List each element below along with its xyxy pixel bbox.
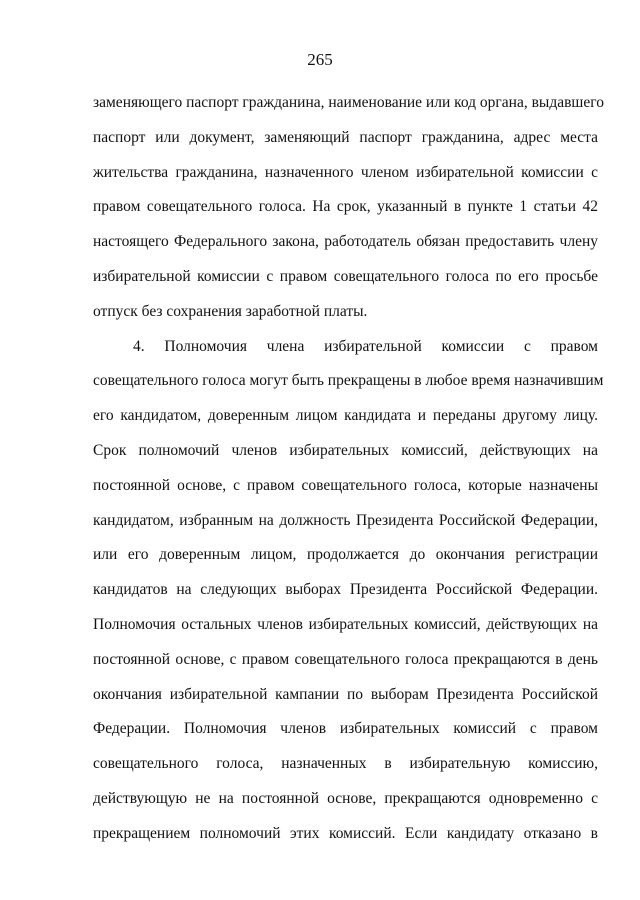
text-line: заменяющего паспорт гражданина, наименование или код органа, выдавшего: [93, 94, 604, 111]
text-line: правом совещательного голоса. На срок, указанный в пункте 1 статьи 42: [93, 198, 598, 216]
text-line: Федерации. Полномочия членов избирательных комиссий с правом: [93, 720, 598, 738]
paragraph-2: [93, 330, 604, 852]
text-line: Срок полномочий членов избирательных комиссий, действующих на: [93, 441, 598, 459]
text-line: жительства гражданина, назначенного членом избирательной комиссии с: [93, 163, 598, 181]
text-line: постоянной основе, с правом совещательного голоса прекращаются в день: [93, 650, 598, 668]
text-line: его кандидатом, доверенным лицом кандидата и переданы другому лицу.: [93, 407, 598, 425]
text-line: совещательного голоса, назначенных в избирательную комиссию,: [93, 755, 598, 773]
text-line: 4. Полномочия члена избирательной комиссии с правом: [133, 337, 598, 355]
text-line: кандидатов на следующих выборах Президента Российской Федерации.: [93, 581, 598, 599]
text-line: окончания избирательной кампании по выборам Президента Российской: [93, 685, 598, 703]
text-line: совещательного голоса могут быть прекращены в любое время назначившим: [93, 372, 604, 390]
text-line: кандидатом, избранным на должность Президента Российской Федерации,: [93, 511, 598, 529]
text-line: прекращением полномочий этих комиссий. Если кандидату отказано в: [93, 824, 598, 842]
text-line: Полномочия остальных членов избирательных комиссий, действующих на: [93, 615, 598, 633]
paragraph-1: [93, 86, 604, 330]
text-line: или его доверенным лицом, продолжается до окончания регистрации: [93, 546, 598, 564]
text-line: паспорт или документ, заменяющий паспорт гражданина, адрес места: [93, 128, 598, 146]
body-text: [93, 86, 604, 852]
text-line: отпуск без сохранения заработной платы.: [93, 302, 368, 320]
text-line: постоянной основе, с правом совещательного голоса, которые назначены: [93, 476, 598, 494]
text-line: избирательной комиссии с правом совещательного голоса по его просьбе: [93, 267, 598, 285]
page-number: 265: [307, 50, 333, 69]
text-line: настоящего Федерального закона, работодатель обязан предоставить члену: [93, 233, 598, 251]
text-line: действующую не на постоянной основе, прекращаются одновременно с: [93, 789, 598, 807]
